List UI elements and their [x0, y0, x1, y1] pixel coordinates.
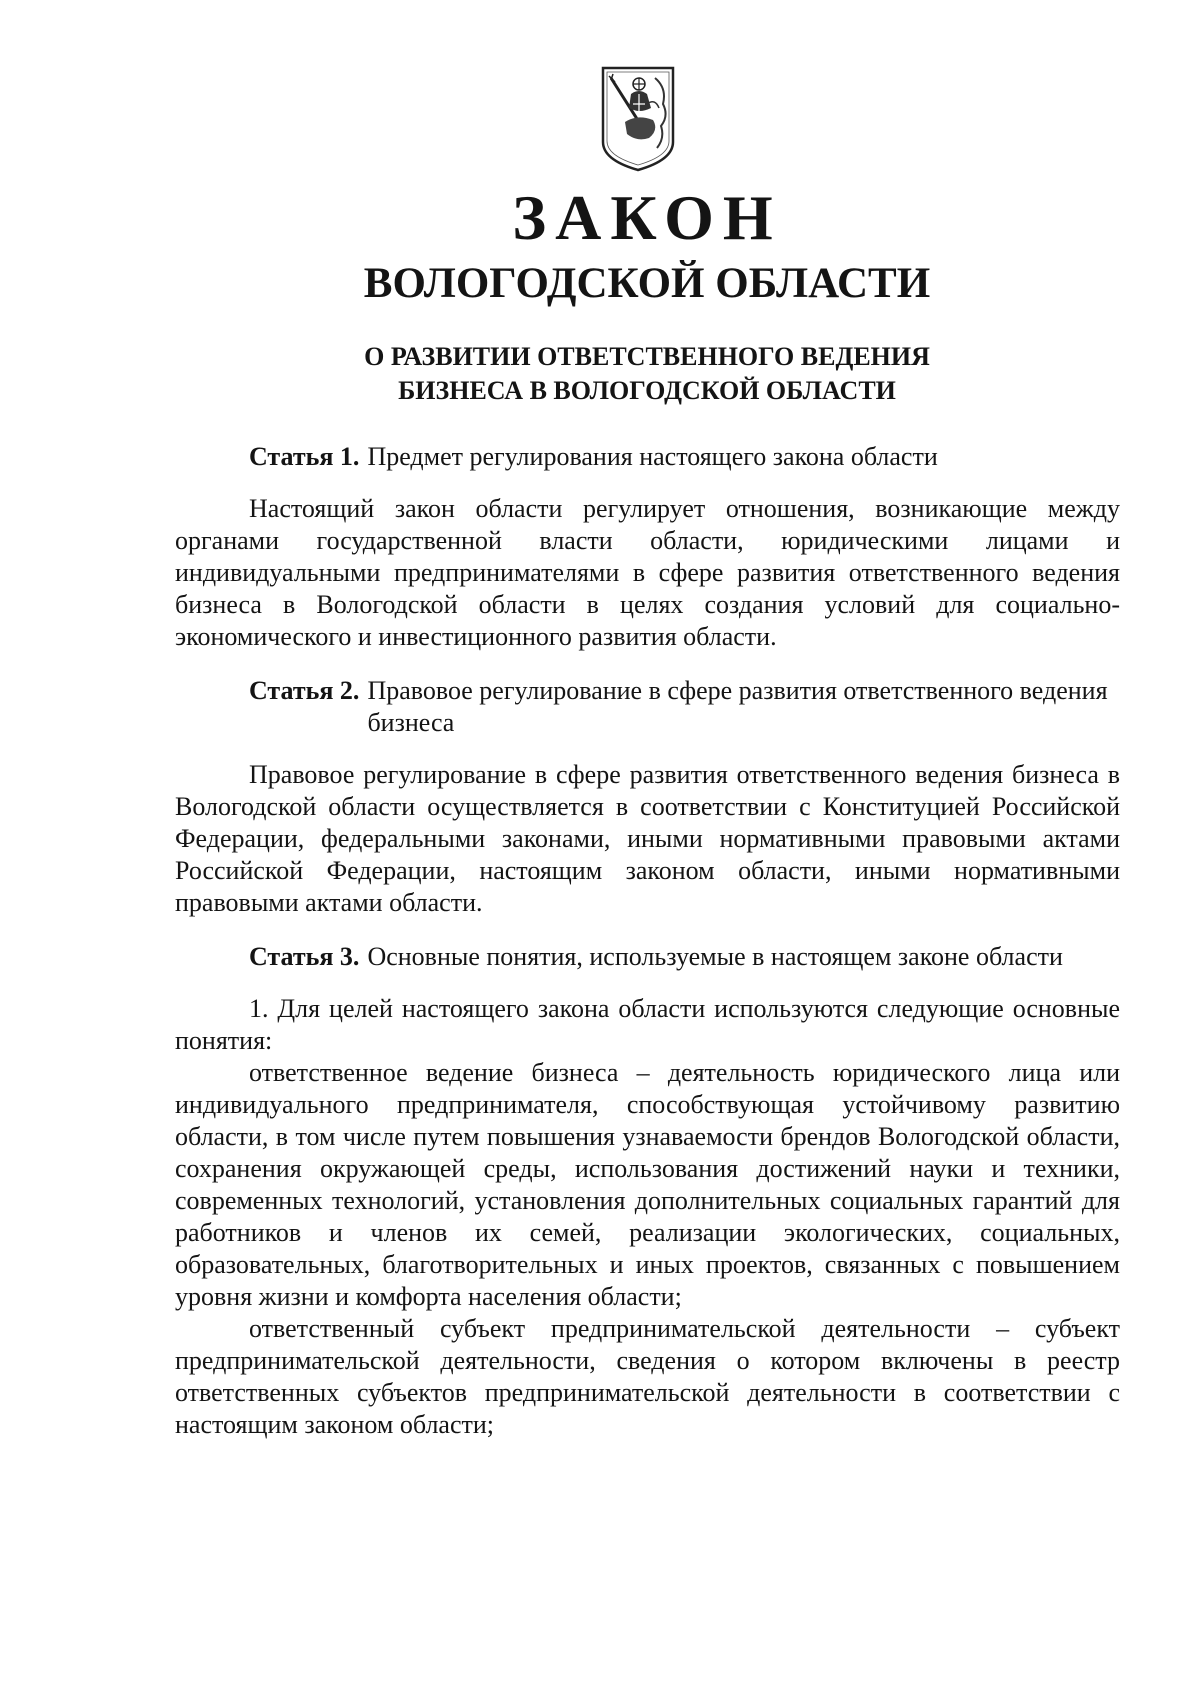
article-3-title: Основные понятия, используемые в настоящем законе области [367, 942, 1063, 971]
law-name-line-1: О РАЗВИТИИ ОТВЕТСТВЕННОГО ВЕДЕНИЯ [364, 342, 930, 371]
article-1-heading [175, 441, 1120, 473]
law-name [0, 340, 1200, 408]
article-2-title: Правовое регулирование в сфере развития ответственного ведения бизнеса [367, 676, 1108, 737]
document-body [175, 441, 1120, 1441]
document-title: ЗАКОН [512, 182, 782, 253]
article-3-label: Статья 3. [249, 942, 360, 971]
document-region: ВОЛОГОДСКОЙ ОБЛАСТИ [363, 260, 931, 307]
article-2-label: Статья 2. [249, 676, 360, 705]
article-3-heading [175, 941, 1120, 973]
article-3-paragraph-2: ответственное ведение бизнеса – деятельность юридического лица или индивидуального предпринимателя, способствующая устойчивому развитию области, в том числе путем повышения узнаваемости брендов Вологодской области, сохранения окружающей среды, использования достижений науки и техники, современных технологий, установления дополнительных социальных гарантий для работников и членов их семей, реализации экологических, социальных, образовательных, благотворительных и иных проектов, связанных с повышением уровня жизни и комфорта населения области; [175, 1058, 1120, 1311]
article-3-paragraph-1: 1. Для целей настоящего закона области используются следующие основные понятия: [175, 994, 1120, 1055]
article-1-label: Статья 1. [249, 442, 360, 471]
article-2-heading [175, 675, 1120, 739]
article-2-paragraph-1: Правовое регулирование в сфере развития ответственного ведения бизнеса в Вологодской области осуществляется в соответствии с Конституцией Российской Федерации, федеральными законами, иными нормативными правовыми актами Российской Федерации, настоящим законом области, иными нормативными правовыми актами области. [175, 760, 1120, 917]
article-1-title: Предмет регулирования настоящего закона области [367, 442, 938, 471]
law-name-line-2: БИЗНЕСА В ВОЛОГОДСКОЙ ОБЛАСТИ [398, 376, 896, 405]
article-3-paragraph-3: ответственный субъект предпринимательской деятельности – субъект предпринимательской деятельности, сведения о котором включены в реестр ответственных субъектов предпринимательской деятельности в соответствии с настоящим законом области; [175, 1314, 1120, 1439]
vologda-coat-of-arms-icon [599, 64, 677, 172]
article-1-paragraph-1: Настоящий закон области регулирует отношения, возникающие между органами государственной власти области, юридическими лицами и индивидуальными предпринимателями в сфере развития ответственного ведения бизнеса в Вологодской области в целях создания условий для социально-экономического и инвестиционного развития области. [175, 494, 1120, 651]
